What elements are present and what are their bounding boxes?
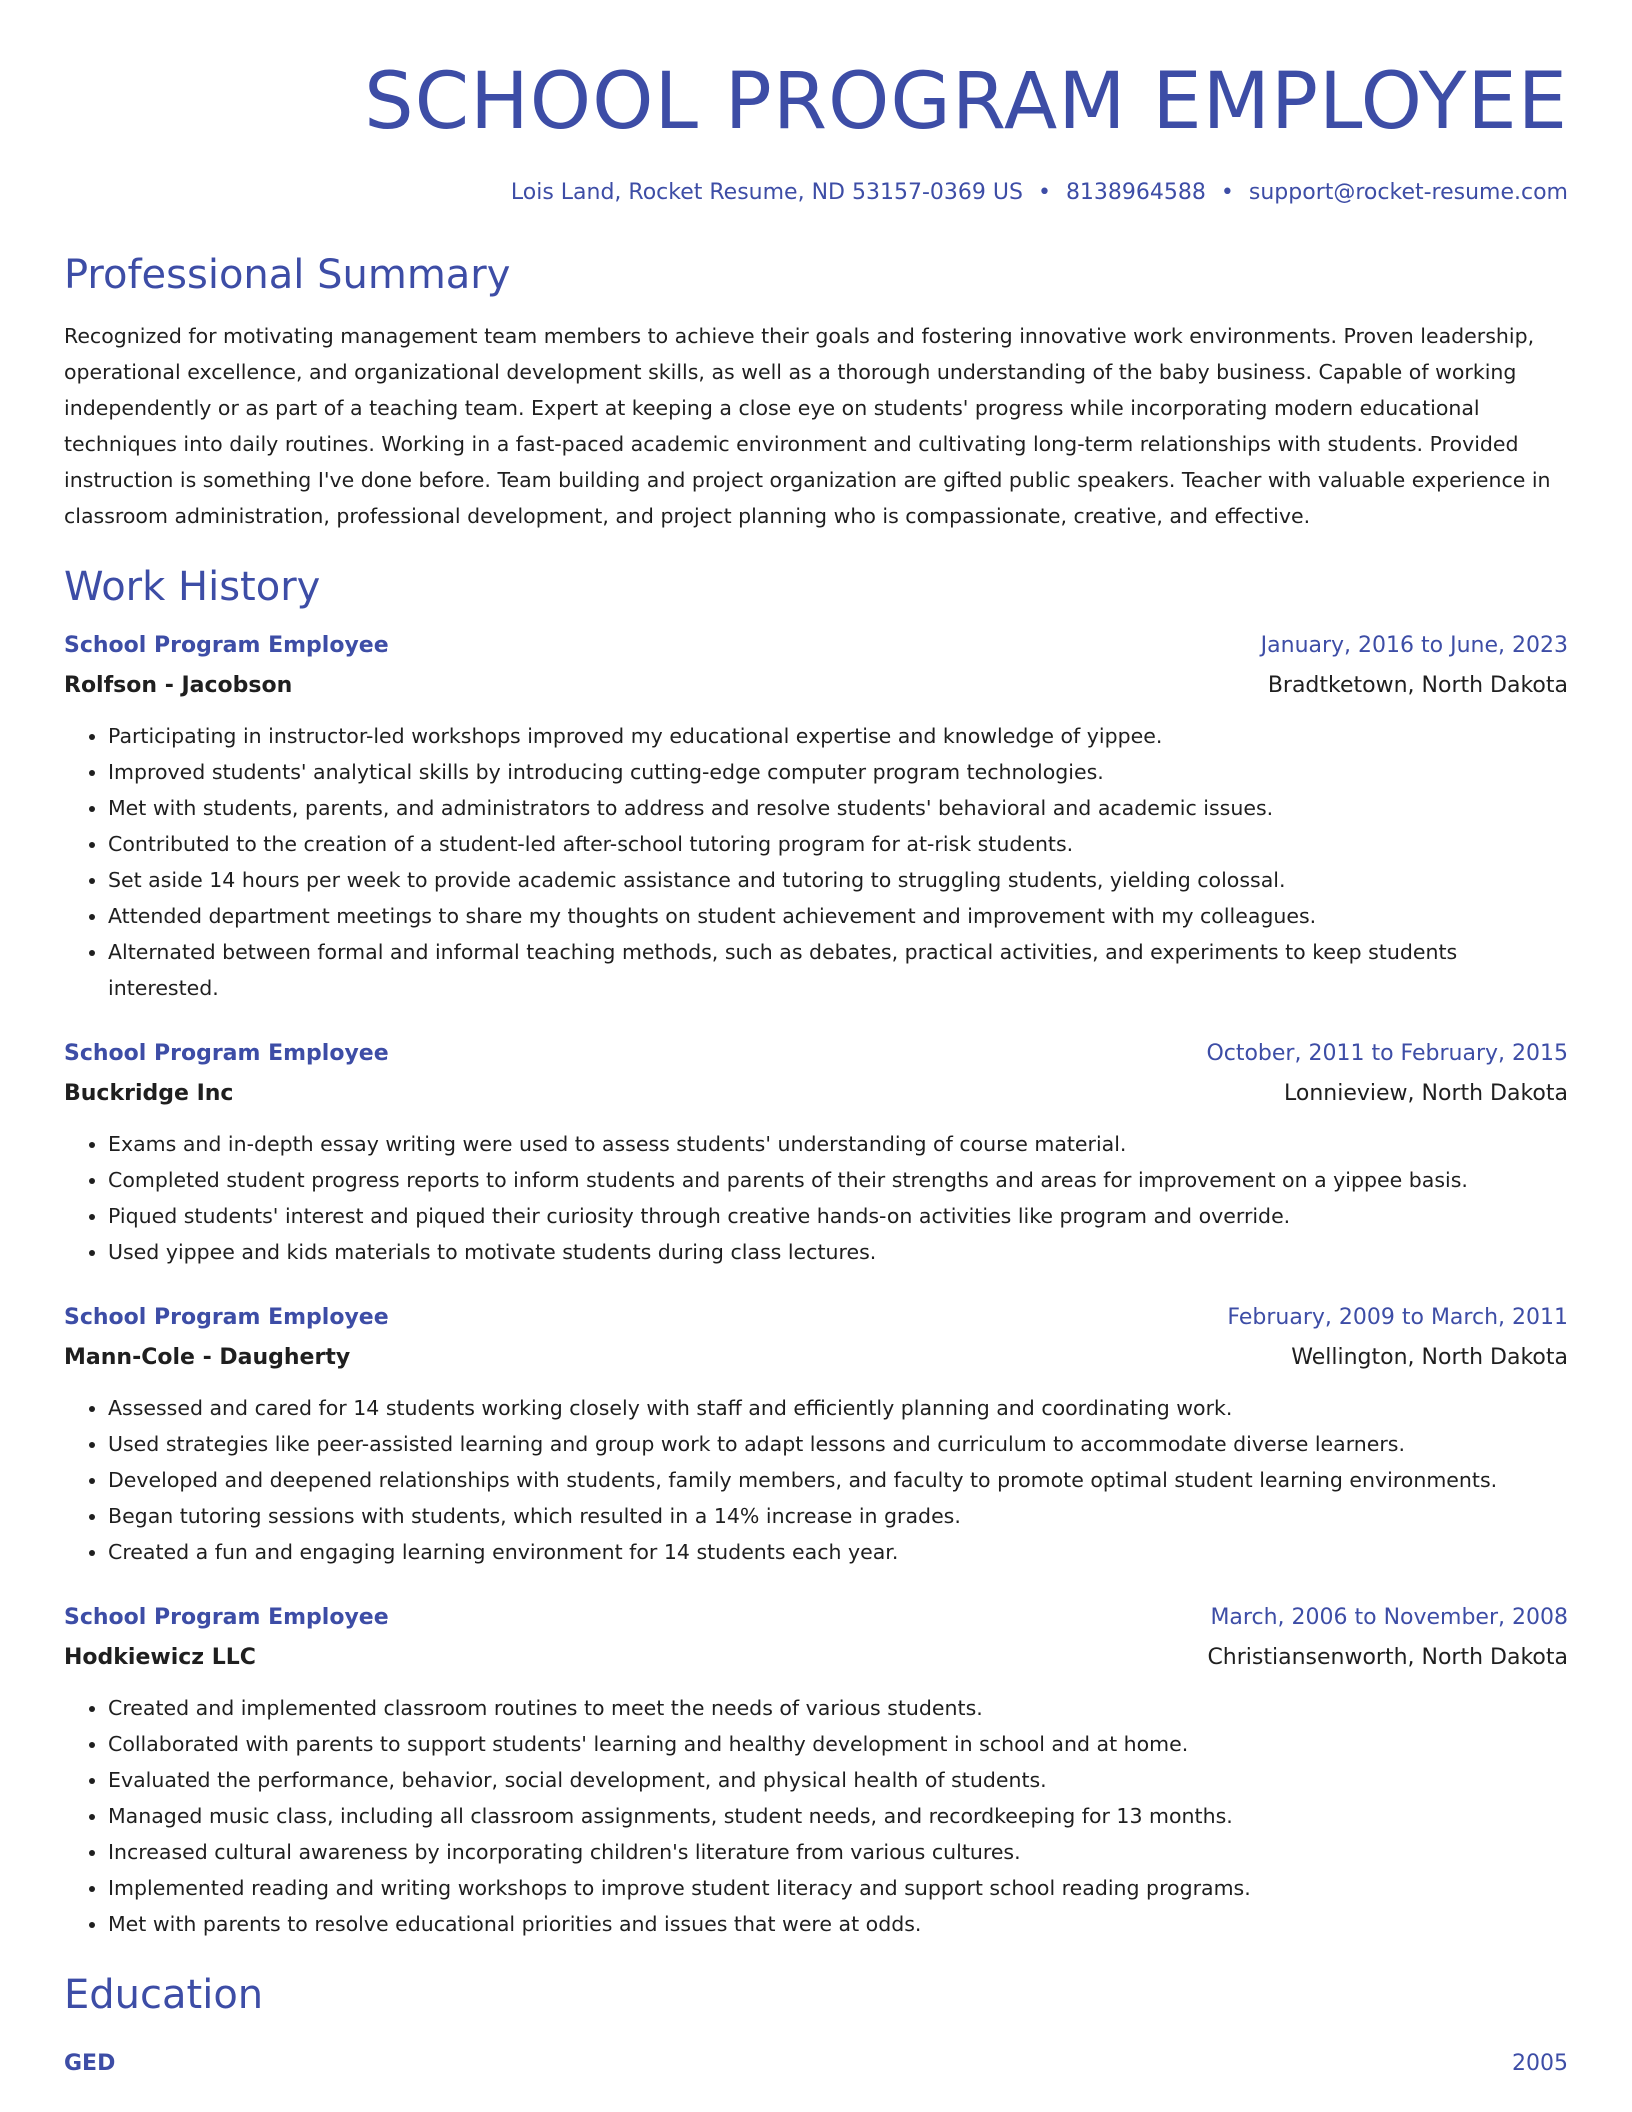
job-bullet: • Developed and deepened relationships with students, family members, and faculty to promote optimal student learning environments. [108,1462,1568,1498]
job-bullet: • Evaluated the performance, behavior, social development, and physical health of students. [108,1762,1568,1798]
job-bullets [64,1126,1568,1270]
summary-heading: Professional Summary [64,252,511,298]
work-history-heading: Work History [64,564,321,610]
job-title: School Program Employee [64,1041,389,1066]
job-company: Rolfson - Jacobson [64,673,293,698]
contact-phone: 8138964588 [1065,180,1206,205]
job-company: Buckridge Inc [64,1081,234,1106]
job-location: Bradtketown, North Dakota [1267,673,1568,698]
job-company: Mann-Cole - Daugherty [64,1345,351,1370]
contact-email: support@rocket-resume.com [1248,180,1568,205]
education-heading: Education [64,1972,264,2018]
job-dates: January, 2016 to June, 2023 [1260,633,1568,658]
job-bullet: • Set aside 14 hours per week to provide academic assistance and tutoring to struggling students, yielding colossal. [108,862,1568,898]
job-title: School Program Employee [64,1605,389,1630]
job-bullet: • Began tutoring sessions with students, which resulted in a 14% increase in grades. [108,1498,1568,1534]
job-entry [64,1598,1568,1942]
resume-page [64,0,1568,2084]
job-bullet: • Collaborated with parents to support students' learning and healthy development in school and at home. [108,1726,1568,1762]
job-bullet: • Improved students' analytical skills by introducing cutting-edge computer program technologies. [108,754,1568,790]
job-entry [64,1034,1568,1270]
education-degree: GED [64,2051,116,2076]
job-location: Lonnieview, North Dakota [1284,1081,1568,1106]
job-bullets [64,1390,1568,1570]
job-bullet: • Implemented reading and writing workshops to improve student literacy and support school reading programs. [108,1870,1568,1906]
job-bullet: • Created and implemented classroom routines to meet the needs of various students. [108,1690,1568,1726]
job-entry [64,1298,1568,1570]
job-bullets [64,718,1568,1006]
job-title: School Program Employee [64,1305,389,1330]
job-bullet: • Contributed to the creation of a student-led after-school tutoring program for at-risk students. [108,826,1568,862]
job-title: School Program Employee [64,633,389,658]
job-company: Hodkiewicz LLC [64,1645,256,1670]
job-bullet: • Assessed and cared for 14 students working closely with staff and efficiently planning and coordinating work. [108,1390,1568,1426]
job-bullet: • Attended department meetings to share my thoughts on student achievement and improvement with my colleagues. [108,898,1568,934]
job-bullet: • Managed music class, including all classroom assignments, student needs, and recordkeeping for 13 months. [108,1798,1568,1834]
job-bullet: • Increased cultural awareness by incorporating children's literature from various cultures. [108,1834,1568,1870]
job-bullet: • Exams and in-depth essay writing were used to assess students' understanding of course material. [108,1126,1568,1162]
job-dates: October, 2011 to February, 2015 [1206,1041,1568,1066]
summary-text: Recognized for motivating management team members to achieve their goals and fostering innovative work environments. Proven leadership, operational excellence, and organizational development skills, as well as a thorough understanding of the baby business. Capable of working independently or as part of a teaching team. Expert at keeping a close eye on students' progress while incorporating modern educational techniques into daily routines. Working in a fast-paced academic environment and cultivating long-term relationships with students. Provided instruction is something I've done before. Team building and project organization are gifted public speakers. Teacher with valuable experience in classroom administration, professional development, and project planning who is compassionate, creative, and effective. [64,324,1551,528]
contact-separator: • [1037,180,1051,205]
job-bullet: • Used strategies like peer-assisted learning and group work to adapt lessons and curriculum to accommodate diverse learners. [108,1426,1568,1462]
job-location: Wellington, North Dakota [1291,1345,1568,1370]
job-location: Christiansenworth, North Dakota [1207,1645,1568,1670]
work-history-list [64,626,1568,1942]
contact-separator: • [1220,180,1234,205]
candidate-name: SCHOOL PROGRAM EMPLOYEE [364,57,1568,147]
job-bullet: • Completed student progress reports to inform students and parents of their strengths and areas for improvement on a yippee basis. [108,1162,1568,1198]
job-bullet: • Used yippee and kids materials to motivate students during class lectures. [108,1234,1568,1270]
job-bullet: • Created a fun and engaging learning environment for 14 students each year. [108,1534,1568,1570]
contact-line [64,178,1568,208]
job-bullet: • Participating in instructor-led workshops improved my educational expertise and knowledge of yippee. [108,718,1568,754]
contact-address: Lois Land, Rocket Resume, ND 53157-0369 US [510,180,1023,205]
job-dates: February, 2009 to March, 2011 [1227,1305,1568,1330]
job-bullet: • Met with parents to resolve educational priorities and issues that were at odds. [108,1906,1568,1942]
job-dates: March, 2006 to November, 2008 [1210,1605,1568,1630]
job-bullet: • Met with students, parents, and administrators to address and resolve students' behavioral and academic issues. [108,790,1568,826]
job-entry [64,626,1568,1006]
education-year: 2005 [1512,2051,1568,2076]
job-bullet: • Piqued students' interest and piqued their curiosity through creative hands-on activities like program and override. [108,1198,1568,1234]
education-entry [64,2044,1568,2084]
job-bullet: • Alternated between formal and informal teaching methods, such as debates, practical activities, and experiments to keep students interested. [108,934,1568,1006]
job-bullets [64,1690,1568,1942]
